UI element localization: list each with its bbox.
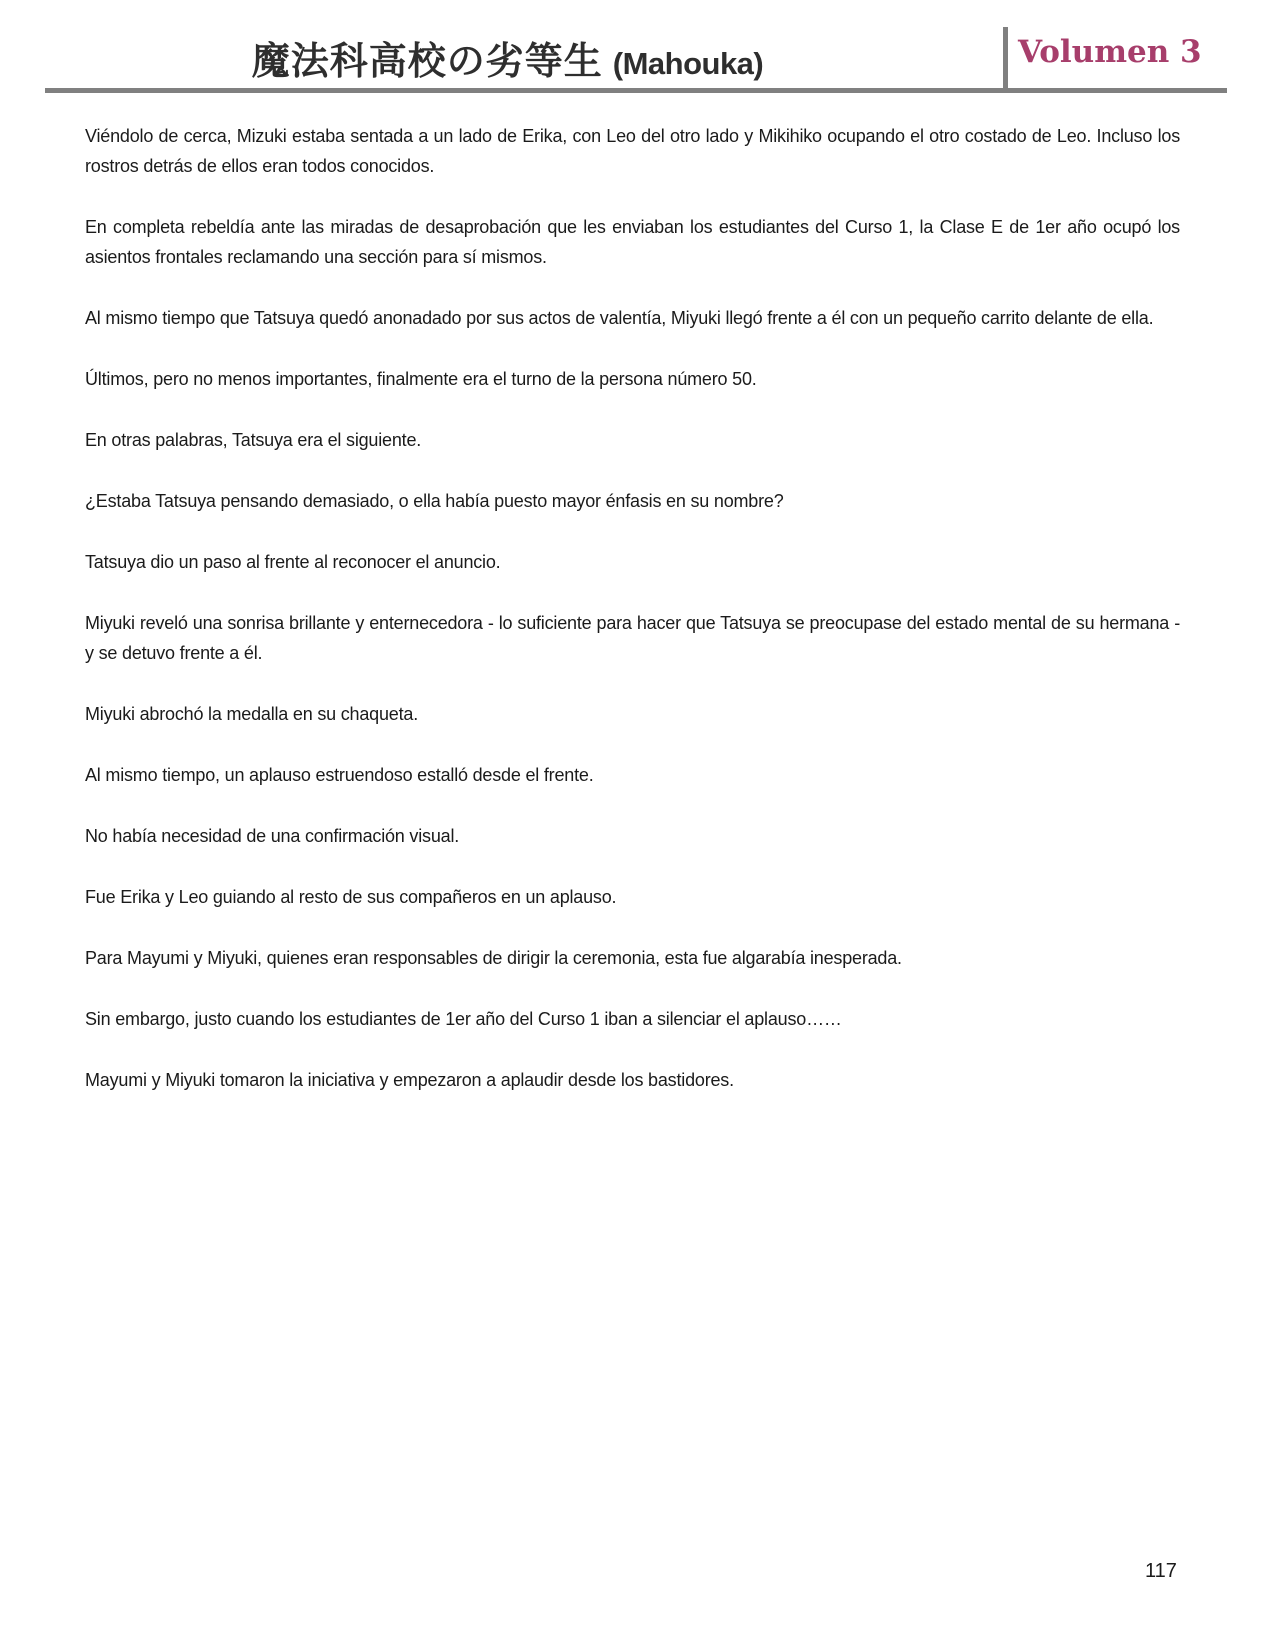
header-divider bbox=[1003, 27, 1008, 88]
paragraph: Últimos, pero no menos importantes, finalmente era el turno de la persona número 50. bbox=[85, 369, 757, 389]
paragraph: Viéndolo de cerca, Mizuki estaba sentada a un lado de Erika, con Leo del otro lado y Mikihiko ocupando el otro costado de Leo. Incluso los rostros detrás de ellos eran todos conocidos. bbox=[85, 126, 1180, 176]
header-rule bbox=[45, 88, 1227, 93]
page-number: 117 bbox=[1145, 1560, 1177, 1582]
volume-label: Volumen 3 bbox=[1018, 34, 1202, 70]
paragraph: Sin embargo, justo cuando los estudiantes de 1er año del Curso 1 iban a silenciar el aplauso…… bbox=[85, 1009, 842, 1029]
document-title-romanized: (Mahouka) bbox=[612, 46, 764, 81]
paragraph: En otras palabras, Tatsuya era el siguiente. bbox=[85, 430, 422, 450]
paragraph: ¿Estaba Tatsuya pensando demasiado, o ella había puesto mayor énfasis en su nombre? bbox=[85, 491, 784, 511]
paragraph: Tatsuya dio un paso al frente al reconocer el anuncio. bbox=[85, 552, 501, 572]
paragraph: Al mismo tiempo, un aplauso estruendoso estalló desde el frente. bbox=[85, 765, 594, 785]
document-title-japanese: 魔法科高校の劣等生 bbox=[251, 38, 603, 83]
paragraph: Miyuki abrochó la medalla en su chaqueta. bbox=[85, 704, 419, 724]
paragraph: Para Mayumi y Miyuki, quienes eran responsables de dirigir la ceremonia, esta fue algarabía inesperada. bbox=[85, 948, 902, 968]
paragraph: En completa rebeldía ante las miradas de desaprobación que les enviaban los estudiantes del Curso 1, la Clase E de 1er año ocupó los asientos frontales reclamando una sección para sí mismos. bbox=[85, 217, 1180, 267]
paragraph: Fue Erika y Leo guiando al resto de sus compañeros en un aplauso. bbox=[85, 887, 617, 907]
document-title bbox=[50, 30, 965, 85]
paragraph: Mayumi y Miyuki tomaron la iniciativa y empezaron a aplaudir desde los bastidores. bbox=[85, 1070, 734, 1090]
page-body bbox=[85, 121, 1180, 1126]
paragraph: Miyuki reveló una sonrisa brillante y enternecedora - lo suficiente para hacer que Tatsuya se preocupase del estado mental de su hermana - y se detuvo frente a él. bbox=[85, 613, 1180, 663]
paragraph: No había necesidad de una confirmación visual. bbox=[85, 826, 460, 846]
paragraph: Al mismo tiempo que Tatsuya quedó anonadado por sus actos de valentía, Miyuki llegó frente a él con un pequeño carrito delante de ella. bbox=[85, 308, 1154, 328]
